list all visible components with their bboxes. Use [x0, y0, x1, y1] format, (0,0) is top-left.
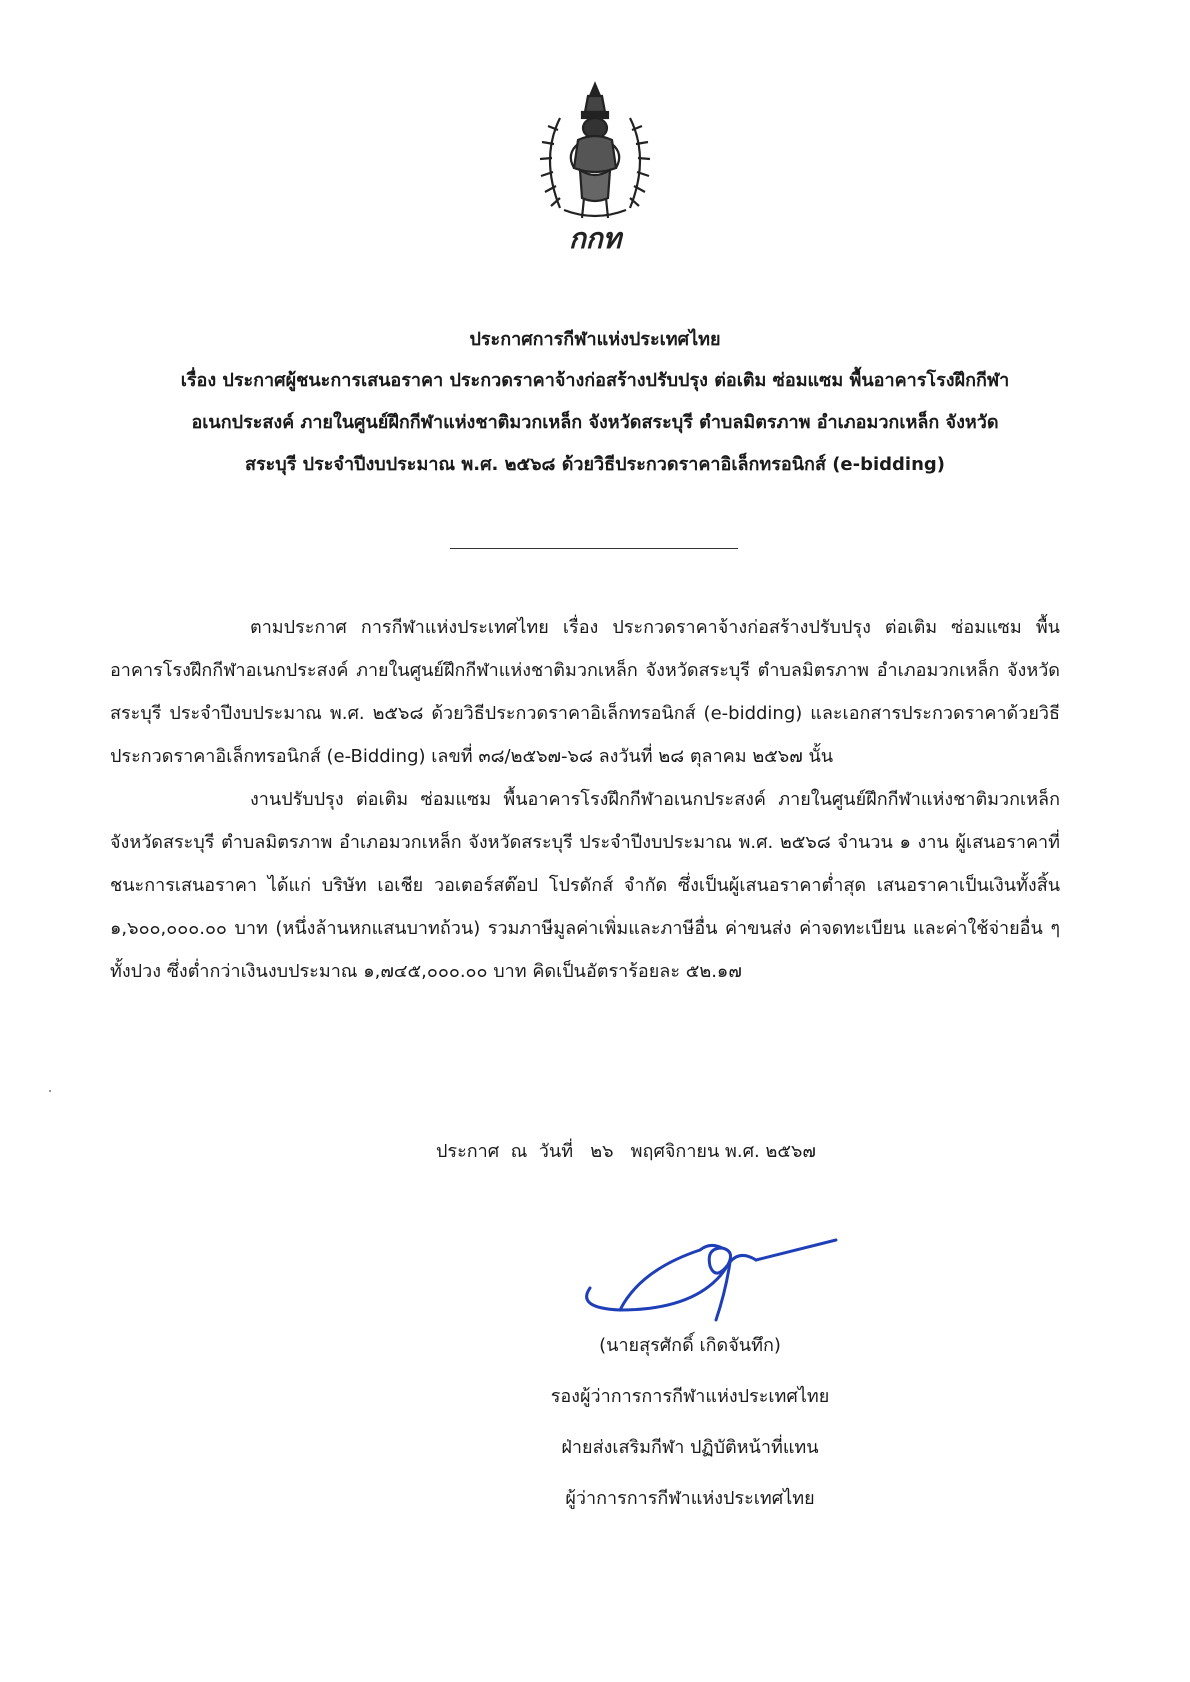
body-paragraph-2: งานปรับปรุง ต่อเติม ซ่อมแซม พื้นอาคารโรงฝึกกีฬาอเนกประสงค์ ภายในศูนย์ฝึกกีฬาแห่งชาติมวกเหล็ก จังหวัดสระบุรี ตำบลมิตรภาพ อำเภอมวกเหล็ก จังหวัดสระบุรี ประจำปีงบประมาณ พ.ศ. ๒๕๖๘ จำนวน ๑ งาน ผู้เสนอราคาที่ชนะการเสนอราคา ได้แก่ บริษัท เอเชีย วอเตอร์สต๊อป โปรดักส์ จำกัด ซึ่งเป็นผู้เสนอราคาต่ำสุด เสนอราคาเป็นเงินทั้งสิ้น ๑,๖๐๐,๐๐๐.๐๐ บาท (หนึ่งล้านหกแสนบาทถ้วน) รวมภาษีมูลค่าเพิ่มและภาษีอื่น ค่าขนส่ง ค่าจดทะเบียน และค่าใช้จ่ายอื่น ๆ ทั้งปวง ซึ่งต่ำกว่าเงินงบประมาณ ๑,๗๔๕,๐๐๐.๐๐ บาท คิดเป็นอัตราร้อยละ ๕๒.๑๗ [110, 789, 1060, 982]
scan-speck [49, 1090, 51, 1092]
subject-line-2: อเนกประสงค์ ภายในศูนย์ฝึกกีฬาแห่งชาติมวกเหล็ก จังหวัดสระบุรี ตำบลมิตรภาพ อำเภอมวกเหล็ก จังหวัด [191, 412, 999, 433]
signer-position-3: ผู้ว่าการการกีฬาแห่งประเทศไทย [565, 1488, 815, 1509]
sat-emblem-icon [530, 78, 660, 258]
subject-line-1: เรื่อง ประกาศผู้ชนะการเสนอราคา ประกวดราคาจ้างก่อสร้างปรับปรุง ต่อเติม ซ่อมแซม พื้นอาคารโรงฝึกกีฬา [180, 370, 1010, 391]
subject-line-3: สระบุรี ประจำปีงบประมาณ พ.ศ. ๒๕๖๘ ด้วยวิธีประกวดราคาอิเล็กทรอนิกส์ (e-bidding) [244, 454, 946, 475]
signer-position-1: รองผู้ว่าการการกีฬาแห่งประเทศไทย [550, 1386, 830, 1407]
handwritten-signature [580, 1190, 840, 1330]
divider-line [450, 548, 738, 549]
announcement-body [110, 606, 1060, 993]
announcement-title: ประกาศการกีฬาแห่งประเทศไทย [469, 329, 721, 350]
emblem-initials: กกท [568, 222, 622, 255]
body-paragraph-1: ตามประกาศ การกีฬาแห่งประเทศไทย เรื่อง ประกวดราคาจ้างก่อสร้างปรับปรุง ต่อเติม ซ่อมแซม พื้นอาคารโรงฝึกกีฬาอเนกประสงค์ ภายในศูนย์ฝึกกีฬาแห่งชาติมวกเหล็ก จังหวัดสระบุรี ตำบลมิตรภาพ อำเภอมวกเหล็ก จังหวัดสระบุรี ประจำปีงบประมาณ พ.ศ. ๒๕๖๘ ด้วยวิธีประกวดราคาอิเล็กทรอนิกส์ (e-bidding) และเอกสารประกวดราคาด้วยวิธีประกวดราคาอิเล็กทรอนิกส์ (e-Bidding) เลขที่ ๓๘/๒๕๖๗-๖๘ ลงวันที่ ๒๘ ตุลาคม ๒๕๖๗ นั้น [110, 617, 1060, 767]
announcement-date: ประกาศ ณ วันที่ ๒๖ พฤศจิกายน พ.ศ. ๒๕๖๗ [436, 1141, 816, 1162]
signer-position-2: ฝ่ายส่งเสริมกีฬา ปฏิบัติหน้าที่แทน [561, 1437, 819, 1458]
signer-block [520, 1320, 860, 1524]
announcement-header [90, 320, 1100, 486]
signer-name: (นายสุรศักดิ์ เกิดจันทึก) [599, 1335, 781, 1356]
